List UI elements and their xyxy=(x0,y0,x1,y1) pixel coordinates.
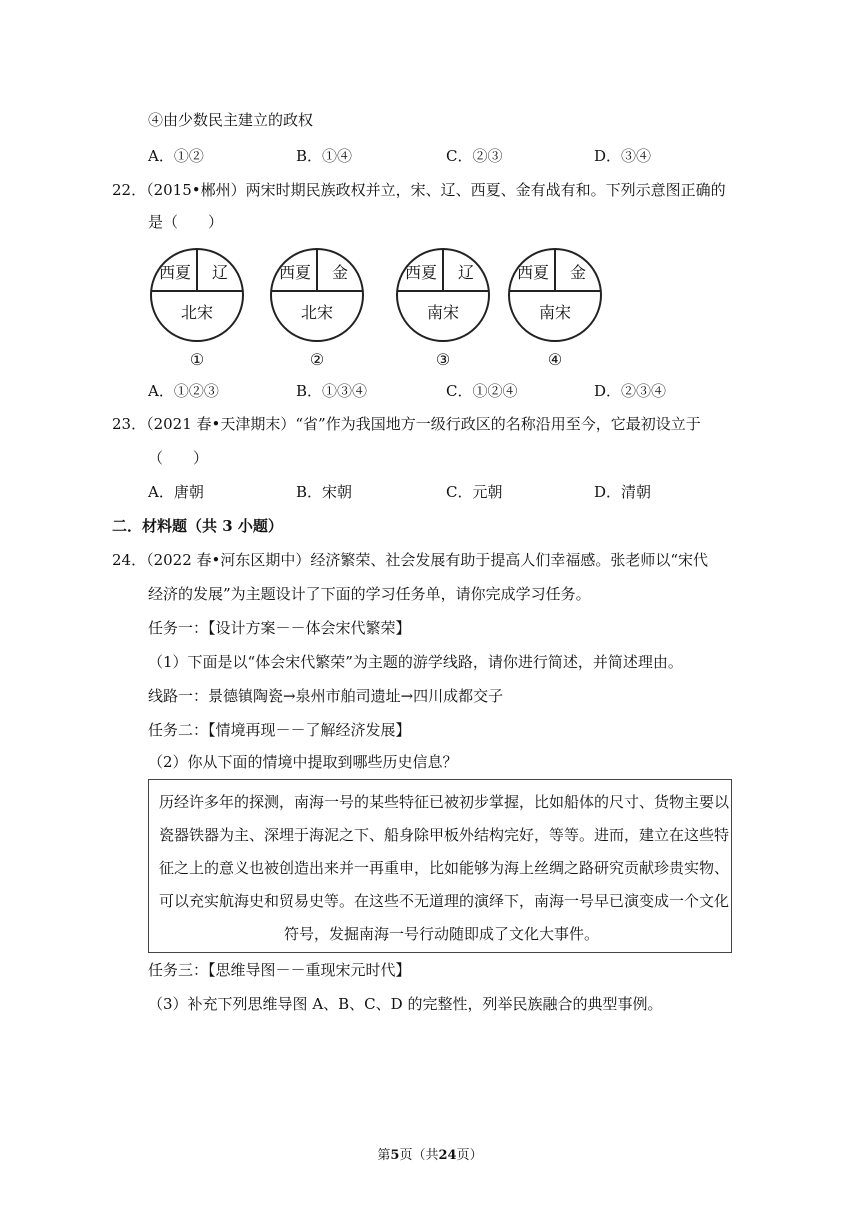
footer-mid: 页（共 xyxy=(399,1148,439,1163)
q24-task-3: 任务三：【思维导图－－重现宋元时代】 xyxy=(148,961,411,979)
q24-subquestion-2: （2）你从下面的情境中提取到哪些历史信息？ xyxy=(148,753,458,771)
diagram-1-bottom: 北宋 xyxy=(180,303,214,322)
q22-diagram-2 xyxy=(268,246,366,344)
footer-total-pages: 24 xyxy=(438,1148,457,1163)
diagram-3-bottom: 南宋 xyxy=(426,303,460,322)
q22-option-a: A．①②③ xyxy=(148,382,219,400)
q22-diagram-3-label: ③ xyxy=(435,350,451,369)
footer-suffix: 页） xyxy=(456,1148,483,1163)
material-box xyxy=(148,779,732,953)
q22-option-d: D．②③④ xyxy=(594,382,667,400)
q24-stem-line-2: 经济的发展”为主题设计了下面的学习任务单，请你完成学习任务。 xyxy=(148,585,591,603)
diagram-3-top-left: 西夏 xyxy=(404,263,438,282)
q21-option-c: C．②③ xyxy=(446,147,503,165)
material-line-4: 可以充实航海史和贸易史等。在这些不无道理的演绎下，南海一号早已演变成一个文化 xyxy=(159,892,730,910)
diagram-4-top-left: 西夏 xyxy=(516,263,550,282)
q21-item-4: ④由少数民主建立的政权 xyxy=(148,111,314,129)
material-line-2: 瓷器铁器为主、深埋于海泥之下、船身除甲板外结构完好，等等。进而，建立在这些特 xyxy=(159,826,730,844)
q22-diagram-4 xyxy=(506,246,604,344)
q22-diagram-3 xyxy=(394,246,492,344)
diagram-2-top-left: 西夏 xyxy=(278,263,312,282)
q21-option-b: B．①④ xyxy=(296,147,353,165)
q24-task-1: 任务一：【设计方案－－体会宋代繁荣】 xyxy=(148,619,411,637)
q24-subquestion-1: （1）下面是以“体会宋代繁荣”为主题的游学线路，请你进行简述，并简述理由。 xyxy=(148,653,683,671)
q22-stem-line-2: 是（ ） xyxy=(148,213,224,231)
q24-stem-line-1: 24．（2022 春•河东区期中）经济繁荣、社会发展有助于提高人们幸福感。张老师以“宋代 xyxy=(112,551,709,569)
q22-diagram-4-label: ④ xyxy=(547,350,563,369)
q23-option-c: C．元朝 xyxy=(446,483,503,501)
diagram-2-top-right: 金 xyxy=(331,263,349,282)
q22-option-b: B．①③④ xyxy=(296,382,368,400)
q23-option-b: B．宋朝 xyxy=(296,483,353,501)
footer-prefix: 第 xyxy=(377,1148,391,1163)
q23-option-d: D．清朝 xyxy=(594,483,652,501)
diagram-4-top-right: 金 xyxy=(569,263,587,282)
q24-subquestion-3: （3）补充下列思维导图 A、B、C、D 的完整性，列举民族融合的典型事例。 xyxy=(148,995,663,1013)
q22-diagram-1-label: ① xyxy=(189,350,205,369)
diagram-3-top-right: 辽 xyxy=(457,263,475,282)
q21-option-a: A．①② xyxy=(148,147,204,165)
q22-stem-line-1: 22．（2015•郴州）两宋时期民族政权并立，宋、辽、西夏、金有战有和。下列示意图正确的 xyxy=(112,181,726,199)
q23-option-a: A．唐朝 xyxy=(148,483,204,501)
q24-task-2: 任务二：【情境再现－－了解经济发展】 xyxy=(148,721,411,739)
q23-stem-line-1: 23．（2021 春•天津期末）“省”作为我国地方一级行政区的名称沿用至今，它最初设立于 xyxy=(112,415,701,433)
q22-diagram-1 xyxy=(148,246,246,344)
material-line-1: 历经许多年的探测，南海一号的某些特征已被初步掌握，比如船体的尺寸、货物主要以 xyxy=(159,793,730,811)
q23-stem-line-2: （ ） xyxy=(148,449,209,467)
q22-option-c: C．①②④ xyxy=(446,382,518,400)
footer-page-number: 5 xyxy=(390,1148,400,1163)
material-line-3: 征之上的意义也被创造出来并一再重申，比如能够为海上丝绸之路研究贡献珍贵实物、 xyxy=(159,859,730,877)
section-heading: 二．材料题（共 3 小题） xyxy=(112,517,283,535)
q22-diagram-2-label: ② xyxy=(309,350,325,369)
q24-route: 线路一：景德镇陶瓷→泉州市舶司遗址→四川成都交子 xyxy=(148,687,504,705)
diagram-2-bottom: 北宋 xyxy=(300,303,334,322)
q21-option-d: D．③④ xyxy=(594,147,652,165)
material-line-5: 符号，发掘南海一号行动随即成了文化大事件。 xyxy=(284,925,600,943)
diagram-1-top-left: 西夏 xyxy=(158,263,192,282)
diagram-4-bottom: 南宋 xyxy=(538,303,572,322)
diagram-1-top-right: 辽 xyxy=(211,263,229,282)
page-footer xyxy=(0,1147,860,1165)
